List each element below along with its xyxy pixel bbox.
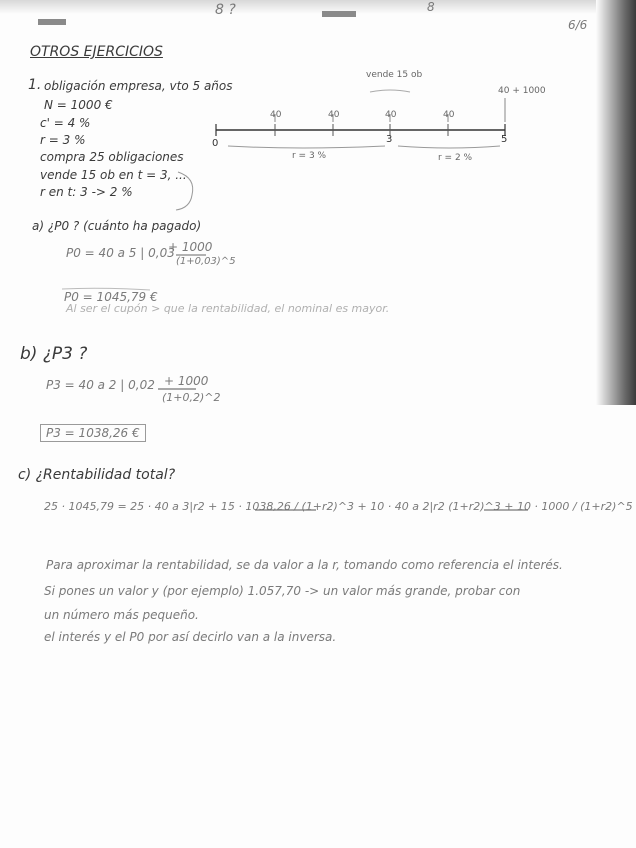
page-corner-mark: 6/6 bbox=[568, 18, 588, 32]
timeline-top-label: vende 15 ob bbox=[366, 70, 423, 80]
part-c-explanation-line: el interés y el P0 por así decirlo van a la inversa. bbox=[44, 630, 337, 644]
part-c-equation: 25 · 1045,79 = 25 · 40 a 3|r2 + 15 · 1038,26 / (1+r2)^3 + 10 · 40 a 2|r2 (1+r2)^3 + 10 · 1000 / (1+r2)^5 bbox=[44, 500, 633, 513]
given-line: c' = 4 % bbox=[40, 116, 91, 130]
timeline-mark-5: 5 bbox=[501, 134, 508, 145]
header-mark-right: 8 bbox=[427, 0, 435, 14]
exercise-statement: obligación empresa, vto 5 años bbox=[44, 79, 233, 93]
timeline-coupon-label: 40 bbox=[270, 110, 282, 120]
timeline-final-label: 40 + 1000 bbox=[498, 86, 546, 96]
part-c-explanation-line: Para aproximar la rentabilidad, se da valor a la r, tomando como referencia el interés. bbox=[46, 558, 563, 572]
exercise-number: 1. bbox=[28, 77, 42, 93]
part-b-equation: P3 = 40 a 2 | 0,02 bbox=[46, 378, 155, 392]
part-c-explanation-line: Si pones un valor y (por ejemplo) 1.057,70 -> un valor más grande, probar con bbox=[44, 584, 521, 598]
part-b-equation-plus: + 1000 bbox=[164, 374, 209, 388]
timeline-coupon-label: 40 bbox=[443, 110, 455, 120]
given-line: r en t: 3 -> 2 % bbox=[40, 185, 133, 199]
section-title: OTROS EJERCICIOS bbox=[30, 44, 163, 60]
part-a-question: a) ¿P0 ? (cuánto ha pagado) bbox=[32, 219, 202, 233]
part-b-equation-den: (1+0,2)^2 bbox=[162, 391, 221, 404]
part-c-explanation-line: un número más pequeño. bbox=[44, 608, 199, 622]
part-a-result: P0 = 1045,79 € bbox=[64, 290, 158, 304]
given-brace bbox=[176, 172, 193, 210]
timeline-mark-0: 0 bbox=[212, 138, 219, 149]
timeline-mark-3: 3 bbox=[386, 134, 393, 145]
given-line: r = 3 % bbox=[40, 133, 86, 147]
part-a-equation: P0 = 40 a 5 | 0,03 bbox=[66, 246, 175, 260]
part-b-question: b) ¿P3 ? bbox=[20, 344, 88, 364]
sale-bracket bbox=[370, 90, 410, 92]
timeline-coupon-label: 40 bbox=[328, 110, 340, 120]
header-mark-left: 8 ? bbox=[215, 2, 236, 18]
rate-bracket-right bbox=[398, 146, 500, 148]
timeline-rate-right: r = 2 % bbox=[438, 153, 473, 163]
part-c-question: c) ¿Rentabilidad total? bbox=[18, 467, 176, 483]
timeline-coupon-label: 40 bbox=[385, 110, 397, 120]
part-a-equation-plus: + 1000 bbox=[168, 240, 213, 254]
part-b-result: P3 = 1038,26 € bbox=[40, 424, 146, 442]
timeline-rate-left: r = 3 % bbox=[292, 151, 327, 161]
given-line: compra 25 obligaciones bbox=[40, 150, 184, 164]
part-a-note: Al ser el cupón > que la rentabilidad, el nominal es mayor. bbox=[66, 302, 390, 315]
part-a-equation-den: (1+0,03)^5 bbox=[176, 256, 236, 267]
rate-bracket-left bbox=[228, 146, 385, 148]
given-line: vende 15 ob en t = 3, ... bbox=[40, 168, 187, 182]
given-line: N = 1000 € bbox=[44, 98, 113, 112]
